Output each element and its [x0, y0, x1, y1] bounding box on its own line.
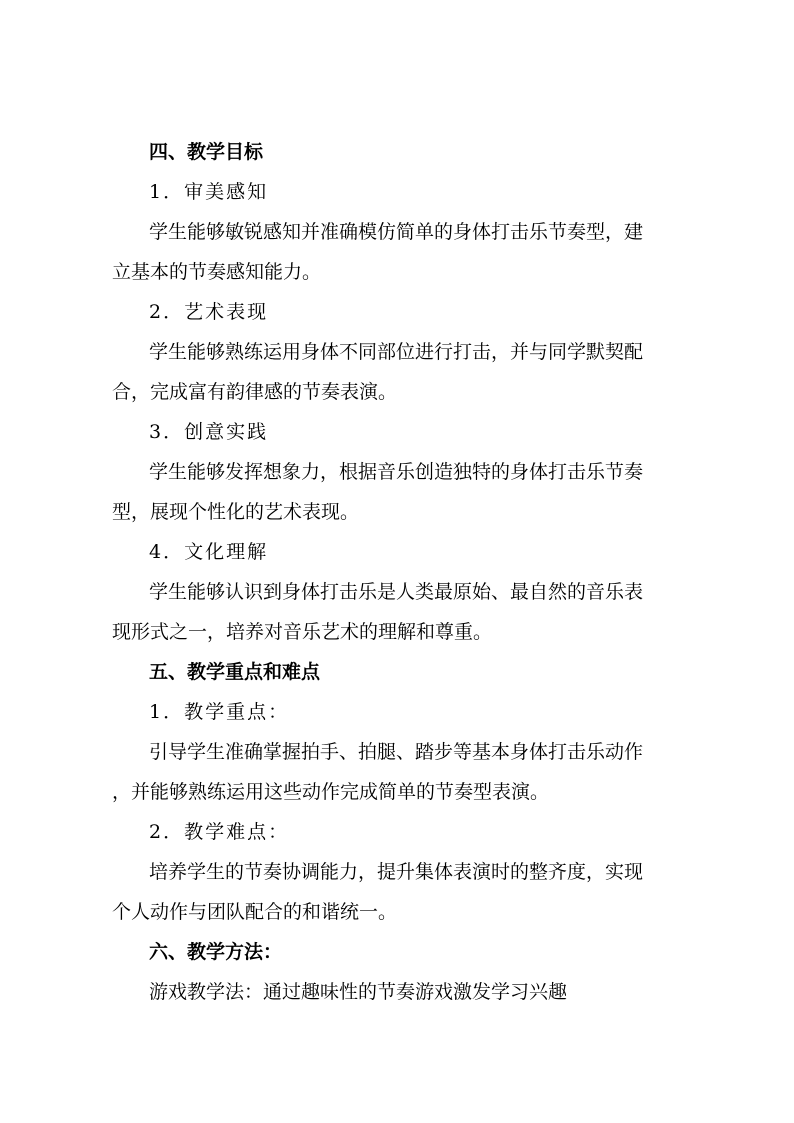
- paragraph-line: 立基本的节奏感知能力。: [112, 261, 322, 283]
- paragraph-line: 引导学生准确掌握拍手、拍腿、踏步等基本身体打击乐动作: [149, 741, 644, 763]
- paragraph-line: 培养学生的节奏协调能力，提升集体表演时的整齐度，实现: [149, 861, 644, 883]
- paragraph-line: 学生能够认识到身体打击乐是人类最原始、最自然的音乐表: [149, 581, 644, 603]
- paragraph-line: 型，展现个性化的艺术表现。: [112, 501, 360, 523]
- subheading-creative-practice: 3．创意实践: [149, 421, 269, 443]
- document-body: [112, 136, 696, 1016]
- paragraph-line: ，并能够熟练运用这些动作完成简单的节奏型表演。: [112, 781, 550, 803]
- subheading-teaching-focus: 1．教学重点：: [149, 701, 290, 723]
- paragraph-line: 学生能够敏锐感知并准确模仿简单的身体打击乐节奏型，建: [149, 221, 644, 243]
- section-heading-teaching-methods: 六、教学方法：: [149, 941, 283, 963]
- paragraph-line: 合，完成富有韵律感的节奏表演。: [112, 381, 398, 403]
- subheading-teaching-difficulty: 2．教学难点：: [149, 821, 290, 843]
- subheading-artistic-expression: 2．艺术表现: [149, 301, 269, 323]
- subheading-cultural-understanding: 4．文化理解: [149, 541, 269, 563]
- paragraph-line: 个人动作与团队配合的和谐统一。: [112, 901, 398, 923]
- paragraph-line: 游戏教学法：通过趣味性的节奏游戏激发学习兴趣: [149, 981, 568, 1003]
- paragraph-line: 现形式之一，培养对音乐艺术的理解和尊重。: [112, 621, 493, 643]
- section-heading-teaching-goals: 四、教学目标: [149, 141, 264, 163]
- paragraph-line: 学生能够熟练运用身体不同部位进行打击，并与同学默契配: [149, 341, 644, 363]
- subheading-aesthetic-perception: 1．审美感知: [149, 181, 269, 203]
- paragraph-line: 学生能够发挥想象力，根据音乐创造独特的身体打击乐节奏: [149, 461, 644, 483]
- section-heading-key-points: 五、教学重点和难点: [149, 661, 321, 683]
